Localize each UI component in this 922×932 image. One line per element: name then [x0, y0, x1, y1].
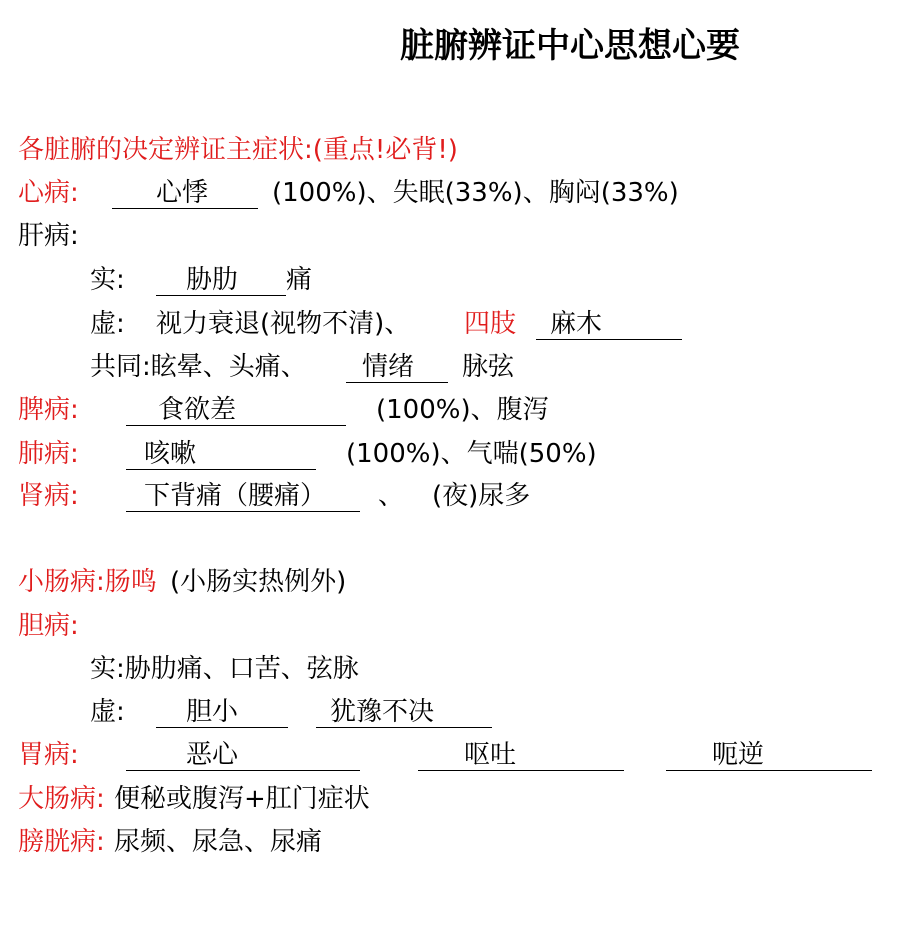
liver-xu-label: 虚:: [90, 309, 125, 339]
liver-shi-rest: 痛: [286, 265, 313, 295]
page-title: 脏腑辨证中心思想心要: [400, 26, 740, 66]
stomach-blank2: 呕吐: [418, 735, 624, 771]
liver-xu-red: 四肢: [464, 309, 517, 339]
stomach-label: 胃病:: [18, 740, 79, 770]
gallbladder-xu-label: 虚:: [90, 697, 125, 727]
kidney-rest: (夜)尿多: [432, 481, 531, 511]
bladder-label: 膀胱病:: [18, 827, 105, 857]
liver-shi-blank: 胁肋: [156, 260, 286, 296]
stomach-row: [18, 735, 918, 775]
stomach-blank3: 呃逆: [666, 735, 872, 771]
small-intestine-label: 小肠病:肠鸣: [18, 567, 157, 597]
kidney-sep: 、: [378, 481, 405, 511]
stomach-blank1: 恶心: [126, 735, 360, 771]
gallbladder-xu-blank2: 犹豫不决: [316, 692, 492, 728]
liver-common-rest: 脉弦: [462, 352, 515, 382]
spleen-rest: (100%)、腹泻: [376, 395, 549, 425]
large-intestine-label: 大肠病:: [18, 784, 105, 814]
heart-blank: 心悸: [112, 173, 258, 209]
spleen-label: 脾病:: [18, 395, 79, 425]
heart-label: 心病:: [18, 178, 79, 208]
liver-common-blank: 情绪: [346, 347, 448, 383]
section-header: 各脏腑的决定辨证主症状:(重点!必背!): [18, 135, 458, 165]
large-intestine-row: [18, 779, 718, 819]
kidney-label: 肾病:: [18, 481, 79, 511]
gallbladder-label: 胆病:: [18, 611, 79, 641]
heart-row: [18, 173, 918, 213]
small-intestine-row: [18, 562, 718, 602]
heart-rest: (100%)、失眠(33%)、胸闷(33%): [272, 178, 679, 208]
lung-label: 肺病:: [18, 439, 79, 469]
liver-common-label: 共同:眩晕、头痛、: [90, 352, 307, 382]
kidney-blank: 下背痛（腰痛）: [126, 476, 360, 512]
spleen-row: [18, 390, 918, 430]
kidney-row: [18, 476, 918, 516]
bladder-row: [18, 822, 718, 862]
gallbladder-xu-blank1: 胆小: [156, 692, 288, 728]
small-intestine-rest: (小肠实热例外): [170, 567, 347, 597]
gallbladder-shi: 实:胁肋痛、口苦、弦脉: [90, 654, 359, 684]
liver-shi-label: 实:: [90, 265, 125, 295]
gallbladder-xu-row: [90, 692, 590, 732]
liver-xu-row: [90, 304, 910, 344]
liver-xu-blank: 麻木: [536, 304, 682, 340]
liver-label: 肝病:: [18, 221, 79, 251]
large-intestine-rest: 便秘或腹泻+肛门症状: [114, 784, 370, 814]
lung-blank: 咳嗽: [126, 434, 316, 470]
liver-common-row: [90, 347, 890, 387]
spleen-blank: 食欲差: [126, 390, 346, 426]
liver-shi-row: [90, 260, 890, 300]
bladder-rest: 尿频、尿急、尿痛: [114, 827, 323, 857]
lung-rest: (100%)、气喘(50%): [346, 439, 597, 469]
liver-xu-text: 视力衰退(视物不清)、: [156, 309, 411, 339]
lung-row: [18, 434, 918, 474]
